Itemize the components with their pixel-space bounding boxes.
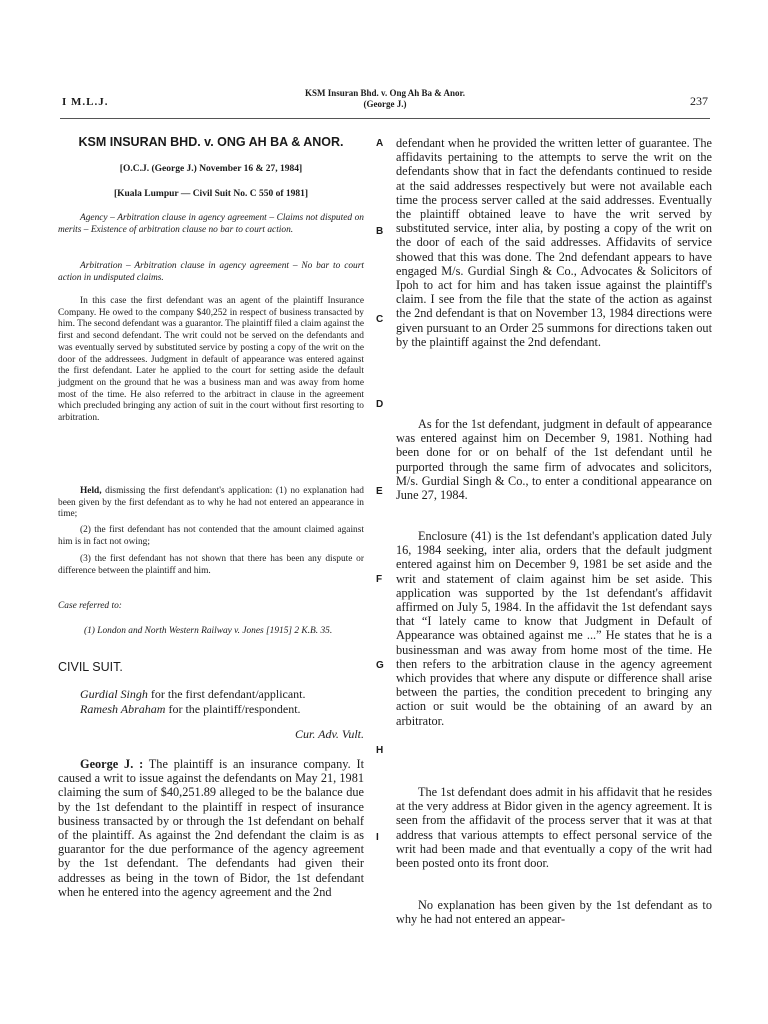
page-number: 237 — [690, 94, 708, 108]
case-title: KSM INSURAN BHD. v. ONG AH BA & ANOR. — [78, 135, 344, 149]
margin-letter-d: D — [376, 399, 384, 410]
counsel-defendant — [80, 687, 386, 702]
suit-line: [Kuala Lumpur — Civil Suit No. C 550 of 1981] — [113, 189, 309, 199]
counsel-role-1: for the first defendant/applicant. — [147, 687, 306, 701]
judgment-paragraph-3: Enclosure (41) is the 1st defendant's application dated July 16, 1984 seeking, inter alia, orders that the default judgment entered against him on December 9, 1981 be set aside and the writ and statement of claim against him be set aside. This application was supported by the 1st defendant's affidavit affirmed on July 5, 1984. In the affidavit the 1st defendant says that “I lately came to know that Judgment in Default of Appearance was obtained against me ...” He states that he is a businessman and was away from home most of the time. He then refers to the arbitration clause in the agency agreement which provides that where any dispute or difference shall arise between the parties, the condition precedent to bringing any action or suit would be the obtaining of an award by an arbitrator. — [396, 529, 712, 728]
header-rule — [60, 118, 710, 119]
judgment-paragraph-1: defendant when he provided the written letter of guarantee. The affidavits pertaining to the attempts to serve the writ on the defendants show that in fact the defendants continued to reside at the said addresses respectively but were not available each time the process server called at the said addresses. Eventually the plaintiff obtained leave to have the writ served by substituted service, inter alia, by posting a copy of the writ on the door of each of the said addresses. Affidavits of service showed that this was done. The 2nd defendant appears to have engaged M/s. Gurdial Singh & Co., Advocates & Solicitors of Ipoh to act for him and has taken issue against the plaintiff's claim. I see from the file that the state of the action as against the 2nd defendant is that on November 13, 1984 directions were given pursuant to an Order 25 summons for directions taken out by the plaintiff against the 2nd defendant. — [396, 136, 712, 349]
judgment-opening-paragraph — [58, 757, 364, 899]
cur-adv-vult: Cur. Adv. Vult. — [295, 727, 364, 741]
running-head — [260, 88, 510, 110]
cases-referred-label: Case referred to: — [58, 601, 122, 611]
journal-citation: I M.L.J. — [62, 96, 109, 108]
headnote-summary: In this case the first defendant was an agent of the plaintiff Insurance Company. He owed to the company $40,252 in respect of business transacted by him. The second defendant was a guarantor. The plaintiff filed a claim against the first and second defendant. The writ could not be served on the defendants and was eventually served by substituted service by posting a copy of the writ on the door of the addressees. Judgment in default of appearance was entered against the first defendant. Later he applied to the court for setting aside the default judgment on the ground that he was a business man and was away from home most of the time. He also referred to the arbitract in clause in the agreement which precluded bringing any action of suit in the court without first resorting to arbitration. — [58, 296, 364, 424]
judgment-paragraph-2: As for the 1st defendant, judgment in default of appearance was entered against him on December 9, 1981. Nothing had been done for or on behalf of the 1st defendant until he purported through the same firm of advocates and solicitors, M/s. Gurdial Singh & Co., to enter a conditional appearance on June 27, 1984. — [396, 417, 712, 503]
margin-letter-h: H — [376, 745, 384, 756]
catchword-agency: Agency – Arbitration clause in agency agreement – Claims not disputed on merits – Existence of arbitration clause no bar to court action. — [58, 213, 364, 235]
margin-letter-i: I — [376, 832, 379, 843]
catchword-arbitration: Arbitration – Arbitration clause in agency agreement – No bar to court action in undisputed claims. — [58, 261, 364, 283]
judgment-paragraph-4: The 1st defendant does admit in his affidavit that he resides at the very address at Bidor given in the agency agreement. It is seen from the affidavit of the process server that it was at that address that various attempts to effect personal service of the writ had been made and that eventually a copy of the writ had been posted onto its front door. — [396, 785, 712, 871]
counsel-name-2: Ramesh Abraham — [80, 702, 166, 716]
court-line: [O.C.J. (George J.) November 16 & 27, 1984] — [119, 164, 303, 174]
margin-letter-a: A — [376, 138, 384, 149]
margin-letter-g: G — [376, 660, 384, 671]
judgment-opening-text: The plaintiff is an insurance company. It caused a writ to issue against the defendants on May 21, 1981 claiming the sum of $40,251.89 alleged to be the balance due by the 1st defendant to the plaintiff in respect of insurance business transacted by or through the 1st defendant on behalf of the plaintiff. As against the 2nd defendant the claim is as guarantor for the due performance of the agency agreement by the 1st defendant. The defendants had given their addresses as being in the town of Bidor, the 1st defendant when he entered into the agency agreement and the 2nd — [58, 757, 365, 899]
counsel-list — [58, 687, 386, 717]
margin-letter-b: B — [376, 226, 384, 237]
margin-letter-f: F — [376, 574, 383, 585]
judge-name: George J. : — [80, 757, 144, 771]
headnote-held-2: (2) the first defendant has not contended that the amount claimed against him is in fact not owing; — [58, 525, 364, 547]
counsel-name-1: Gurdial Singh — [80, 687, 148, 701]
margin-letter-e: E — [376, 486, 383, 497]
civil-suit-heading: CIVIL SUIT. — [58, 660, 123, 674]
held-label: Held, — [80, 486, 102, 496]
case-referred-item: (1) London and North Western Railway v. Jones [1915] 2 K.B. 35. — [84, 626, 333, 636]
judgment-paragraph-5: No explanation has been given by the 1st defendant as to why he had not entered an appear- — [396, 898, 712, 927]
margin-letter-c: C — [376, 314, 384, 325]
headnote-held-3: (3) the first defendant has not shown that there has been any dispute or difference between the plaintiff and him. — [58, 554, 364, 576]
counsel-role-2: for the plaintiff/respondent. — [165, 702, 301, 716]
counsel-plaintiff — [80, 702, 386, 717]
running-head-judge: (George J.) — [363, 99, 407, 109]
headnote-held-1 — [58, 486, 364, 521]
held-1-text: dismissing the first defendant's application: (1) no explanation had been given by the first defendant as to why he had not entered an appearance in time; — [58, 486, 364, 520]
running-head-case: KSM Insuran Bhd. v. Ong Ah Ba & Anor. — [305, 88, 465, 98]
